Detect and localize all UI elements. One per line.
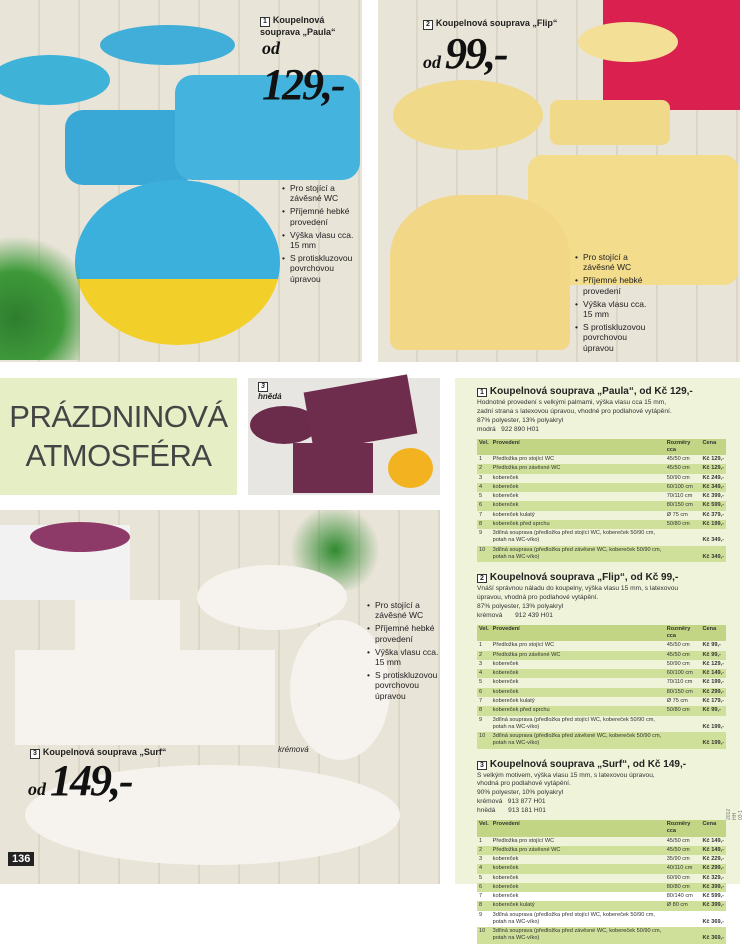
product-details-column (455, 378, 740, 942)
table-cell: 1 (479, 642, 483, 649)
table-cell: Kč 129,- (702, 456, 724, 463)
table-cell: kobereček (491, 501, 665, 510)
table-cell: 3 (479, 660, 483, 667)
table-cell: Kč 299,- (701, 864, 726, 873)
table-cell: 4 (477, 669, 491, 678)
column-header: Rozměry cca (665, 439, 701, 456)
table-cell (665, 927, 701, 944)
table-cell: kobereček (491, 883, 665, 892)
table-cell: Předložka pro stojící WC (492, 837, 555, 844)
toilet-lid-rug (0, 55, 110, 105)
table-row (477, 716, 726, 733)
table-cell: 4 (477, 864, 491, 873)
table-cell: 80/80 cm (665, 883, 701, 892)
table-cell: 7 (479, 511, 483, 518)
table-cell: Kč 299,- (701, 688, 726, 697)
table-cell: 70/110 cm (666, 493, 693, 500)
product-description: 87% polyester, 13% polyakryl (477, 603, 564, 611)
small-palm-rug (65, 110, 193, 185)
table-cell: Kč 99,- (702, 642, 721, 649)
small-surf-rug (75, 600, 180, 650)
table-cell: 3dílná souprava (předložka před závěsné WC, kobereček 50/90 cm, potah na WC-víko) (491, 927, 665, 944)
section-title: PRÁZDNINOVÁ ATMOSFÉRA (9, 399, 228, 473)
table-cell: 3dílná souprava (předložka před stojící WC, kobereček 50/90 cm, potah na WC-víko) (492, 530, 655, 544)
table-cell: Kč 179,- (702, 697, 724, 704)
table-cell: 2 (477, 464, 491, 473)
table-cell: Kč 399,- (702, 493, 724, 500)
table-cell: 1 (479, 456, 483, 463)
table-cell: kobereček kulatý (492, 697, 535, 704)
catalog-code: 2012 HH 03-1 (726, 808, 744, 820)
table-cell: Kč 399,- (701, 883, 726, 892)
flip-bullets: • Pro stojící a závěsné WC • Příjemné hebké provedení • Výška vlasu cca. 15 mm • S protiskluzovou povrchovou úpravou (575, 252, 650, 356)
paula-label: 1 Koupelnová souprava „Paula“ (260, 15, 336, 38)
product-title: 3 Koupelnová souprava „Surf“, od Kč 149,- (477, 759, 726, 770)
table-cell: Předložka pro závěsné WC (491, 651, 665, 660)
table-cell: 9 (479, 716, 483, 723)
product-description: úpravou, vhodná pro podlahové vytápění. (477, 594, 599, 602)
table-cell: Kč 99,- (701, 651, 726, 660)
table-cell: 5 (479, 679, 483, 686)
rect-surf-rug (15, 650, 275, 745)
oval-surf-rug (197, 565, 347, 630)
table-cell: kobereček (492, 679, 519, 686)
table-cell: Předložka pro stojící WC (492, 456, 555, 463)
product-variant: krémová 913 877 H01 (477, 798, 546, 806)
section-banner (0, 378, 237, 495)
table-row (477, 546, 726, 563)
table-cell: 45/50 cm (665, 464, 701, 473)
top-palm-rug (100, 25, 235, 65)
table-cell: kobereček (492, 493, 519, 500)
paula-bullets: • Pro stojící a závěsné WC • Příjemné hebké provedení • Výška vlasu cca. 15 mm • S protiskluzovou povrchovou úpravou (282, 183, 357, 287)
table-row (477, 706, 726, 715)
table-cell: 80/150 cm (665, 688, 701, 697)
table-row (477, 529, 726, 546)
table-cell: 40/110 cm (665, 864, 701, 873)
table-cell: kobereček před sprchu (491, 706, 665, 715)
surf-color-label: krémová (278, 745, 309, 754)
table-row (477, 901, 726, 910)
table-cell: 3 (479, 856, 483, 863)
table-row (477, 455, 726, 464)
table-cell: 80/150 cm (665, 501, 701, 510)
table-cell: kobereček (492, 893, 519, 900)
table-cell: Kč 199,- (701, 732, 726, 749)
table-row (477, 651, 726, 660)
table-row (477, 732, 726, 749)
table-cell (665, 529, 701, 546)
column-header: Rozměry cca (665, 820, 701, 837)
table-row (477, 837, 726, 846)
product-description: 90% polyester, 10% polyakryl (477, 789, 564, 797)
table-cell: Kč 379,- (702, 511, 724, 518)
table-cell: 10 (477, 732, 491, 749)
table-row (477, 669, 726, 678)
table-cell: 70/110 cm (666, 679, 693, 686)
table-cell: 6 (477, 501, 491, 510)
product-description: Vnáší správnou náladu do koupelny, výška vlasu 15 mm, s latexovou (477, 585, 679, 593)
table-header (477, 439, 726, 456)
table-row (477, 911, 726, 928)
brown-rug (304, 374, 418, 451)
oval-flip-rug (393, 80, 543, 150)
table-row (477, 846, 726, 855)
table-cell: Kč 369,- (701, 927, 726, 944)
surf-lid-rug (30, 522, 130, 552)
table-cell: Kč 129,- (702, 660, 724, 667)
table-cell: Kč 199,- (702, 679, 724, 686)
column-header: Provedení (491, 625, 665, 642)
surf-brown-photo (248, 378, 440, 495)
page-number: 136 (8, 852, 34, 866)
table-cell: 8 (477, 520, 491, 529)
table-cell: 8 (477, 901, 491, 910)
table-cell: 5 (479, 493, 483, 500)
table-cell: Kč 349,- (701, 546, 726, 563)
table-cell: 8 (477, 706, 491, 715)
table-cell: 3dílná souprava (předložka před závěsné WC, kobereček 50/90 cm, potah na WC-víko) (491, 546, 665, 563)
table-header (477, 820, 726, 837)
table-cell (665, 732, 701, 749)
table-cell: 60/100 cm (665, 669, 701, 678)
product-description: 87% polyester, 13% polyakryl (477, 416, 564, 424)
table-cell: Kč 149,- (701, 846, 726, 855)
plant (0, 220, 80, 360)
table-cell: 50/80 cm (665, 520, 701, 529)
table-cell: kobereček (492, 660, 519, 667)
table-row (477, 492, 726, 501)
flip-price: od 99,- (423, 29, 507, 78)
table-row (477, 660, 726, 669)
table-cell: Kč 149,- (702, 837, 724, 844)
table-cell: 1 (479, 837, 483, 844)
table-row (477, 678, 726, 687)
table-cell: 60/100 cm (665, 483, 701, 492)
table-cell (665, 546, 701, 563)
table-cell: 4 (477, 483, 491, 492)
table-row (477, 501, 726, 510)
table-cell: kobereček (491, 483, 665, 492)
column-header: Provedení (491, 820, 665, 837)
round-flip-rug (390, 195, 570, 350)
table-cell: 35/90 cm (666, 856, 690, 863)
table-cell: 10 (477, 546, 491, 563)
product-description: vhodná pro podlahové vytápění. (477, 780, 571, 788)
table-cell: kobereček (491, 688, 665, 697)
table-cell: Kč 99,- (701, 706, 726, 715)
table-row (477, 697, 726, 706)
table-cell: Předložka pro závěsné WC (491, 846, 665, 855)
table-header (477, 625, 726, 642)
paula-price: od 129,- (262, 38, 344, 109)
table-cell: Kč 129,- (701, 464, 726, 473)
surf-photo (0, 510, 440, 884)
table-cell (665, 911, 701, 928)
table-cell: Kč 599,- (701, 501, 726, 510)
table-cell: 2 (477, 846, 491, 855)
table-row (477, 864, 726, 873)
paula-photo (0, 0, 362, 362)
product-title: 1 Koupelnová souprava „Paula“, od Kč 129,- (477, 386, 726, 397)
column-header: Cena (701, 625, 726, 642)
table-cell: 6 (477, 883, 491, 892)
product-variant: modrá 922 890 H01 (477, 425, 539, 433)
table-cell: 3dílná souprava (předložka před závěsné WC, kobereček 50/90 cm, potah na WC-víko) (491, 732, 665, 749)
table-cell: Kč 349,- (702, 537, 724, 544)
table-row (477, 688, 726, 697)
table-cell: 7 (479, 893, 483, 900)
table-cell: 50/90 cm (666, 660, 690, 667)
column-header: Vel. (477, 625, 491, 642)
table-cell: kobereček (492, 874, 519, 881)
table-row (477, 927, 726, 944)
table-cell: 9 (479, 530, 483, 537)
table-cell: kobereček kulatý (492, 511, 535, 518)
table-cell: kobereček (491, 864, 665, 873)
table-row (477, 511, 726, 520)
table-row (477, 474, 726, 483)
table-cell: 45/50 cm (665, 846, 701, 855)
table-cell: Kč 149,- (701, 669, 726, 678)
table-cell: Kč 349,- (701, 483, 726, 492)
table-cell: kobereček (491, 669, 665, 678)
product-description: Hodnotné provedení s velkými palmami, výška vlasu cca 15 mm, (477, 399, 667, 406)
table-cell: Ø 80 cm (665, 901, 701, 910)
price-table (477, 625, 726, 749)
table-cell: 7 (479, 697, 483, 704)
table-cell: 10 (477, 927, 491, 944)
table-cell: 80/140 cm (666, 893, 693, 900)
table-cell: 6 (477, 688, 491, 697)
table-row (477, 855, 726, 864)
table-cell: Ø 75 cm (666, 511, 688, 518)
price-table (477, 439, 726, 563)
column-header: Cena (701, 820, 726, 837)
brown-label: 3 hnědá (258, 383, 282, 402)
product-variant: krémová 912 439 H01 (477, 611, 553, 619)
surf-bullets: • Pro stojící a závěsné WC • Příjemné hebké provedení • Výška vlasu cca. 15 mm • S protiskluzovou povrchovou úpravou (367, 600, 439, 704)
surf-price: od 149,- (28, 756, 132, 805)
table-cell: 9 (479, 911, 483, 918)
table-cell: kobereček (492, 856, 519, 863)
column-header: Vel. (477, 820, 491, 837)
table-cell: koberеček (492, 474, 519, 481)
toilet-lid-rug (578, 22, 678, 62)
product-description: zadní strana s latexovou úpravou, vhodné pro podlahové vytápění. (477, 407, 672, 415)
product-description: S velkým motivem, výška vlasu 15 mm, s latexovou úpravou, (477, 771, 655, 779)
column-header: Rozměry cca (665, 625, 701, 642)
table-cell: Kč 399,- (701, 901, 726, 910)
column-header: Provedení (491, 439, 665, 456)
table-cell: 3dílná souprava (předložka před stojící WC, kobereček 50/90 cm, potah na WC-víko) (492, 716, 655, 730)
table-cell: Kč 329,- (702, 874, 724, 881)
table-row (477, 520, 726, 529)
table-row (477, 883, 726, 892)
table-row (477, 892, 726, 901)
table-cell: 45/50 cm (665, 651, 701, 660)
table-cell: 45/50 cm (666, 456, 690, 463)
table-cell: Ø 75 cm (666, 697, 688, 704)
table-cell: Kč 249,- (702, 474, 724, 481)
table-row (477, 641, 726, 650)
table-cell: kobereček před sprchu (491, 520, 665, 529)
small-flip-rug (550, 100, 670, 145)
table-cell: Kč 199,- (702, 723, 724, 730)
table-cell: 3 (479, 474, 483, 481)
product-variant: hnědá 913 181 H01 (477, 807, 546, 815)
flower (388, 448, 433, 488)
product-block (477, 759, 726, 944)
column-header: Vel. (477, 439, 491, 456)
table-cell: kobereček kulatý (491, 901, 665, 910)
table-cell: Kč 369,- (702, 918, 724, 925)
table-cell: 45/50 cm (666, 642, 690, 649)
table-cell (665, 716, 701, 733)
table-row (477, 483, 726, 492)
product-block (477, 386, 726, 562)
table-cell: Kč 199,- (701, 520, 726, 529)
surf-label: 3 Koupelnová souprava „Surf“ (30, 747, 166, 759)
flip-label: 2 Koupelnová souprava „Flip“ (423, 18, 557, 30)
table-cell: 45/50 cm (666, 837, 690, 844)
price-table (477, 820, 726, 944)
table-cell: 60/90 cm (666, 874, 690, 881)
product-block (477, 572, 726, 748)
table-cell: 50/90 cm (666, 474, 690, 481)
table-cell: Předložka pro závěsné WC (491, 464, 665, 473)
table-cell: 50/80 cm (665, 706, 701, 715)
flip-photo (378, 0, 740, 362)
table-row (477, 464, 726, 473)
brown-rug-2 (293, 443, 373, 493)
table-cell: 2 (477, 651, 491, 660)
table-cell: Kč 599,- (702, 893, 724, 900)
table-row (477, 874, 726, 883)
table-cell: 5 (479, 874, 483, 881)
product-title: 2 Koupelnová souprava „Flip“, od Kč 99,- (477, 572, 726, 583)
column-header: Cena (701, 439, 726, 456)
table-cell: Předložka pro stojící WC (492, 642, 555, 649)
table-cell: 3dílná souprava (předložka před stojící WC, kobereček 50/90 cm, potah na WC-víko) (492, 911, 655, 925)
table-cell: Kč 229,- (702, 856, 724, 863)
round-palm-rug (75, 180, 280, 345)
